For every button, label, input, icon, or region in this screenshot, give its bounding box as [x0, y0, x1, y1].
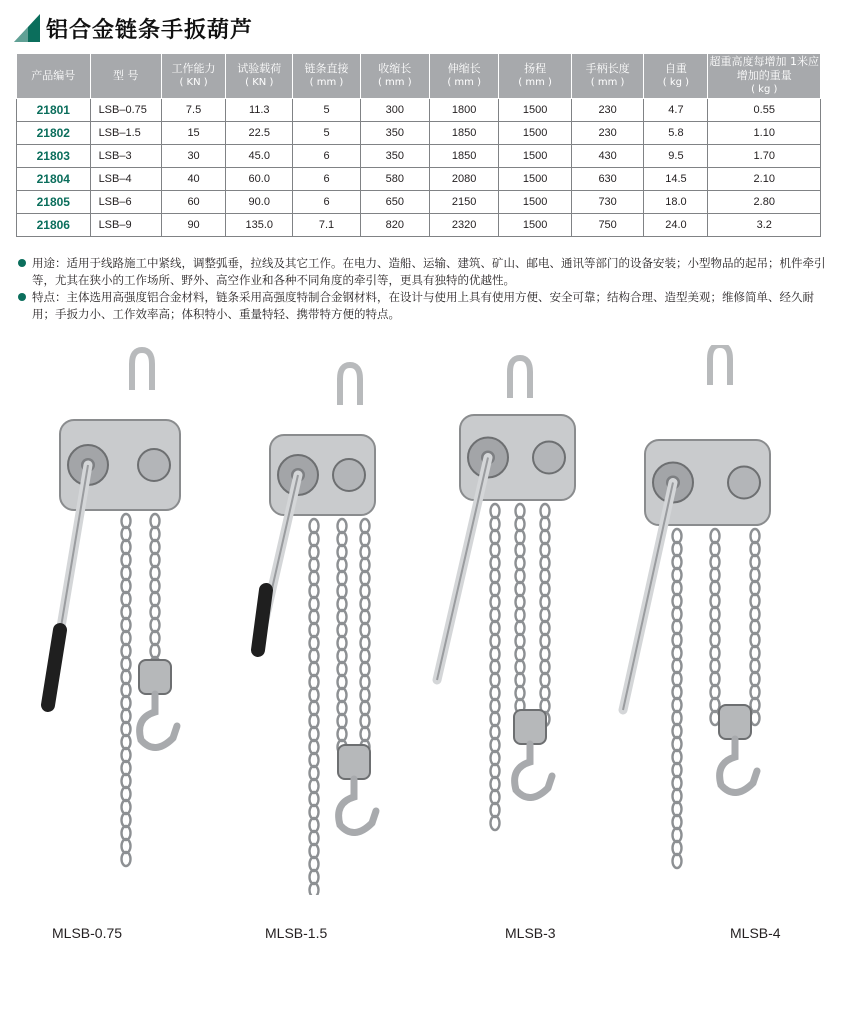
usage-label: 用途：	[32, 256, 67, 270]
table-cell: 2320	[429, 214, 498, 237]
table-cell: 30	[162, 145, 226, 168]
column-header-unit: ( kg )	[662, 77, 690, 88]
table-cell: 2.80	[708, 191, 821, 214]
column-header-unit: ( KN )	[179, 77, 208, 88]
table-cell: 6	[293, 145, 360, 168]
top-hook	[510, 358, 530, 398]
column-header	[644, 54, 708, 99]
table-cell: 1500	[499, 145, 572, 168]
column-header-label: 试验载荷	[237, 62, 282, 75]
table-header-row	[17, 54, 821, 99]
column-header-unit: ( mm )	[377, 77, 412, 88]
table-cell: 90.0	[226, 191, 293, 214]
lever-hoist-image	[30, 340, 200, 875]
column-header	[429, 54, 498, 99]
table-cell: 6	[293, 191, 360, 214]
load-block	[514, 710, 546, 744]
model-cell: LSB–6	[90, 191, 161, 214]
table-cell: 1500	[499, 168, 572, 191]
table-cell: 15	[162, 122, 226, 145]
table-cell: 7.5	[162, 99, 226, 122]
table-cell: 1850	[429, 145, 498, 168]
page-title: 铝合金链条手扳葫芦	[46, 17, 254, 43]
column-header-unit: ( kg )	[751, 84, 778, 95]
sprocket	[728, 467, 760, 499]
table-cell: 24.0	[644, 214, 708, 237]
load-block	[719, 705, 751, 739]
table-cell: 350	[360, 145, 429, 168]
bullet-icon	[18, 259, 26, 267]
model-cell: LSB–3	[90, 145, 161, 168]
title-marker-icon	[14, 14, 40, 42]
column-header-label: 工作能力	[171, 62, 216, 75]
model-cell: LSB–1.5	[90, 122, 161, 145]
table-cell: 0.55	[708, 99, 821, 122]
column-header	[571, 54, 644, 99]
load-hook	[140, 694, 177, 748]
product-code-cell: 21806	[17, 214, 91, 237]
table-cell: 430	[571, 145, 644, 168]
product-code-cell: 21802	[17, 122, 91, 145]
features-paragraph	[18, 289, 828, 323]
usage-text: 适用于线路施工中紧线，调整弧垂，拉线及其它工作。在电力、造船、运输、建筑、矿山、邮电、通讯等部门的设备安装；小型物品的起吊；机件牵引等，尤其在狭小的工作场所、野外、高空作业和各种不同角度的牵引等，更具有独特的优越性。	[32, 256, 826, 287]
column-header-label: 链条直接	[304, 62, 349, 75]
column-header-label: 扬程	[524, 62, 547, 75]
table-cell: 11.3	[226, 99, 293, 122]
column-header-label: 超重高度每增加 1米应增加的重量	[709, 55, 819, 82]
table-row	[17, 214, 821, 237]
column-header-label: 型 号	[113, 69, 139, 82]
column-header-unit: ( mm )	[309, 77, 344, 88]
model-cell: LSB–9	[90, 214, 161, 237]
table-cell: 9.5	[644, 145, 708, 168]
lever-hoist-image	[425, 350, 595, 850]
sprocket	[333, 459, 365, 491]
table-cell: 1500	[499, 191, 572, 214]
table-cell: 7.1	[293, 214, 360, 237]
product-caption: MLSB-3	[505, 925, 556, 941]
column-header	[708, 54, 821, 99]
table-cell: 5	[293, 99, 360, 122]
column-header-label: 伸缩长	[447, 62, 481, 75]
column-header-unit: ( mm )	[447, 77, 481, 88]
model-cell: LSB–0.75	[90, 99, 161, 122]
top-hook	[132, 350, 152, 390]
table-cell: 2080	[429, 168, 498, 191]
features-text: 主体选用高强度铝合金材料，链条采用高强度特制合金钢材料，在设计与使用上具有使用方便、安全可靠；结构合理、造型美观；维修简单、经久耐用；手扳力小、工作效率高；体积特小、重量特轻、携带特方便的特点。	[32, 290, 814, 321]
table-cell: 90	[162, 214, 226, 237]
table-cell: 2.10	[708, 168, 821, 191]
table-row	[17, 145, 821, 168]
table-cell: 230	[571, 122, 644, 145]
table-cell: 1850	[429, 122, 498, 145]
table-cell: 135.0	[226, 214, 293, 237]
usage-paragraph	[18, 255, 828, 289]
table-cell: 630	[571, 168, 644, 191]
table-cell: 730	[571, 191, 644, 214]
column-header-unit: ( mm )	[518, 77, 552, 88]
rubber-grip	[258, 590, 266, 650]
column-header-unit: ( mm )	[590, 77, 625, 88]
column-header	[360, 54, 429, 99]
top-hook	[340, 365, 360, 405]
table-cell: 60	[162, 191, 226, 214]
table-cell: 22.5	[226, 122, 293, 145]
column-header	[499, 54, 572, 99]
top-hook	[710, 345, 730, 385]
load-hook	[720, 739, 757, 793]
table-cell: 230	[571, 99, 644, 122]
table-row	[17, 99, 821, 122]
table-cell: 1.70	[708, 145, 821, 168]
product-code-cell: 21804	[17, 168, 91, 191]
table-cell: 18.0	[644, 191, 708, 214]
table-cell: 750	[571, 214, 644, 237]
table-row	[17, 168, 821, 191]
product-code-cell: 21803	[17, 145, 91, 168]
table-cell: 580	[360, 168, 429, 191]
table-cell: 6	[293, 168, 360, 191]
product-caption: MLSB-0.75	[52, 925, 123, 941]
table-cell: 1.10	[708, 122, 821, 145]
table-cell: 2150	[429, 191, 498, 214]
lever-hoist-image	[615, 345, 785, 870]
product-caption: MLSB-1.5	[265, 925, 328, 941]
column-header	[226, 54, 293, 99]
table-cell: 40	[162, 168, 226, 191]
table-cell: 5	[293, 122, 360, 145]
table-cell: 650	[360, 191, 429, 214]
column-header-unit: ( KN )	[245, 77, 274, 88]
product-code-cell: 21801	[17, 99, 91, 122]
column-header-label: 收缩长	[378, 62, 412, 75]
table-cell: 1500	[499, 122, 572, 145]
table-cell: 60.0	[226, 168, 293, 191]
column-header-label: 手柄长度	[585, 62, 630, 75]
table-body	[17, 99, 821, 237]
table-cell: 45.0	[226, 145, 293, 168]
model-cell: LSB–4	[90, 168, 161, 191]
load-block	[338, 745, 370, 779]
table-cell: 4.7	[644, 99, 708, 122]
table-cell: 14.5	[644, 168, 708, 191]
sprocket	[533, 442, 565, 474]
product-code-cell: 21805	[17, 191, 91, 214]
table-cell: 1800	[429, 99, 498, 122]
lever-hoist-image	[230, 350, 390, 895]
table-cell: 820	[360, 214, 429, 237]
table-cell: 1500	[499, 214, 572, 237]
table-cell: 1500	[499, 99, 572, 122]
table-cell: 300	[360, 99, 429, 122]
sprocket	[138, 449, 170, 481]
column-header	[162, 54, 226, 99]
column-header-label: 自重	[664, 62, 687, 75]
page-title-bar	[14, 12, 253, 44]
load-block	[139, 660, 171, 694]
table-row	[17, 122, 821, 145]
column-header-label: 产品编号	[31, 69, 76, 82]
column-header	[17, 54, 91, 99]
rubber-grip	[48, 630, 60, 705]
table-cell: 3.2	[708, 214, 821, 237]
table-cell: 5.8	[644, 122, 708, 145]
table-row	[17, 191, 821, 214]
column-header	[293, 54, 360, 99]
column-header	[90, 54, 161, 99]
load-hook	[339, 779, 376, 833]
features-label: 特点：	[32, 290, 67, 304]
spec-table	[16, 53, 821, 237]
bullet-icon	[18, 293, 26, 301]
table-cell: 350	[360, 122, 429, 145]
load-hook	[515, 744, 552, 798]
product-caption: MLSB-4	[730, 925, 781, 941]
product-photos	[0, 335, 848, 895]
